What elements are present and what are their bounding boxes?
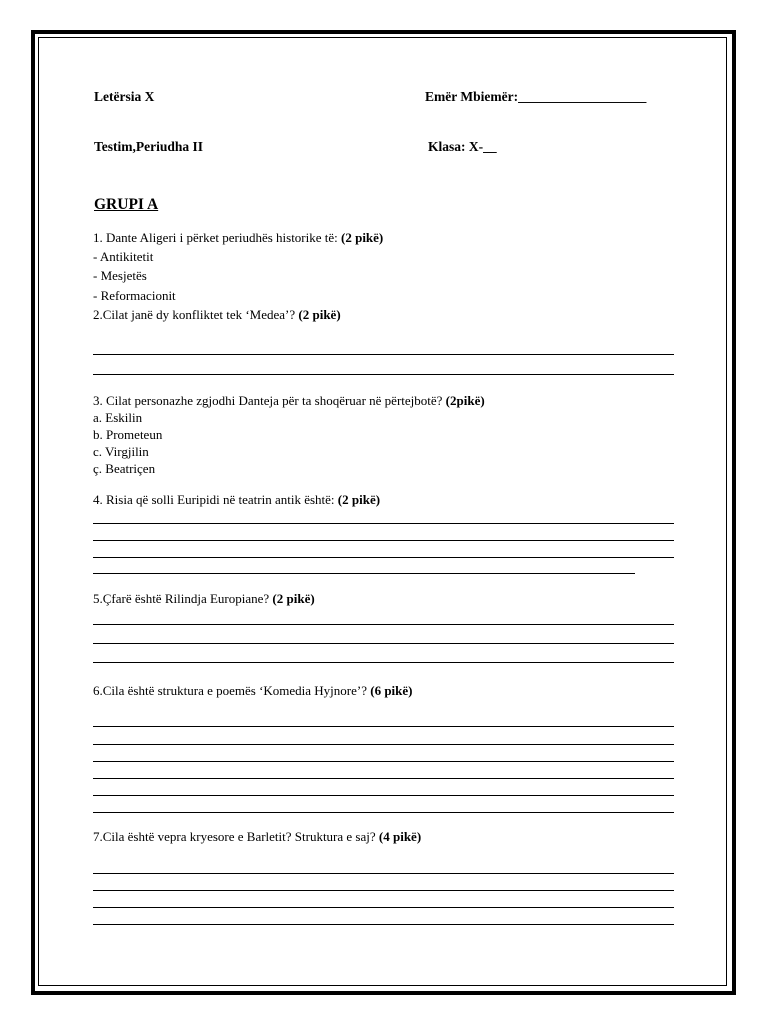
answer-line xyxy=(93,873,674,874)
question-4 xyxy=(93,493,380,506)
question-4-points: (2 pikë) xyxy=(337,492,381,507)
question-7-text: 7.Cila është vepra kryesore e Barletit? Struktura e saj? xyxy=(93,829,379,844)
answer-line xyxy=(93,907,674,908)
class-label: Klasa: X- xyxy=(428,139,484,154)
answer-line xyxy=(93,523,674,524)
question-1-option: - Antikitetit xyxy=(93,249,154,264)
answer-line xyxy=(93,761,674,762)
question-7 xyxy=(93,830,421,843)
question-4-text: 4. Risia që solli Euripidi në teatrin antik është: xyxy=(93,492,338,507)
answer-line xyxy=(93,573,635,574)
answer-line xyxy=(93,557,674,558)
name-label: Emër Mbiemër: xyxy=(425,89,519,104)
class-blank: __ xyxy=(483,139,497,154)
question-3-option: a. Eskilin xyxy=(93,410,143,425)
answer-line xyxy=(93,662,674,663)
answer-line xyxy=(93,726,674,727)
subject-label: Letërsia X xyxy=(94,89,155,104)
question-1 xyxy=(93,231,383,244)
answer-line xyxy=(93,374,674,375)
answer-line xyxy=(93,540,674,541)
question-1-points: (2 pikë) xyxy=(341,230,384,245)
answer-line xyxy=(93,354,674,355)
name-blank: ___________________ xyxy=(518,89,647,104)
question-1-option: - Reformacionit xyxy=(93,288,176,303)
answer-line xyxy=(93,795,674,796)
group-title: GRUPI A xyxy=(94,196,159,213)
question-1-option: - Mesjetës xyxy=(93,268,147,283)
question-5-points: (2 pikë) xyxy=(272,591,315,606)
name-field xyxy=(425,90,646,104)
question-2-points: (2 pikë) xyxy=(298,307,341,322)
question-2 xyxy=(93,308,341,321)
answer-line xyxy=(93,890,674,891)
question-6-points: (6 pikë) xyxy=(370,683,413,698)
question-3 xyxy=(93,394,485,407)
question-5 xyxy=(93,592,315,605)
answer-line xyxy=(93,744,674,745)
question-3-option: c. Virgjilin xyxy=(93,444,149,459)
answer-line xyxy=(93,778,674,779)
test-label: Testim,Periudha II xyxy=(94,139,204,154)
question-3-option: ç. Beatriçen xyxy=(93,461,156,476)
question-5-text: 5.Çfarë është Rilindja Europiane? xyxy=(93,591,273,606)
question-7-points: (4 pikë) xyxy=(378,829,422,844)
question-3-text: 3. Cilat personazhe zgjodhi Danteja për ta shoqëruar në përtejbotë? xyxy=(93,393,446,408)
question-6 xyxy=(93,684,413,697)
question-2-text: 2.Cilat janë dy konfliktet tek ‘Medea’? xyxy=(93,307,299,322)
answer-line xyxy=(93,624,674,625)
answer-line xyxy=(93,643,674,644)
question-3-points: (2pikë) xyxy=(445,393,485,408)
answer-line xyxy=(93,924,674,925)
question-1-text: 1. Dante Aligeri i përket periudhës historike të: xyxy=(93,230,342,245)
question-6-text: 6.Cila është struktura e poemës ‘Komedia Hyjnore’? xyxy=(93,683,371,698)
answer-line xyxy=(93,812,674,813)
class-field xyxy=(428,140,497,154)
question-3-option: b. Prometeun xyxy=(93,427,163,442)
